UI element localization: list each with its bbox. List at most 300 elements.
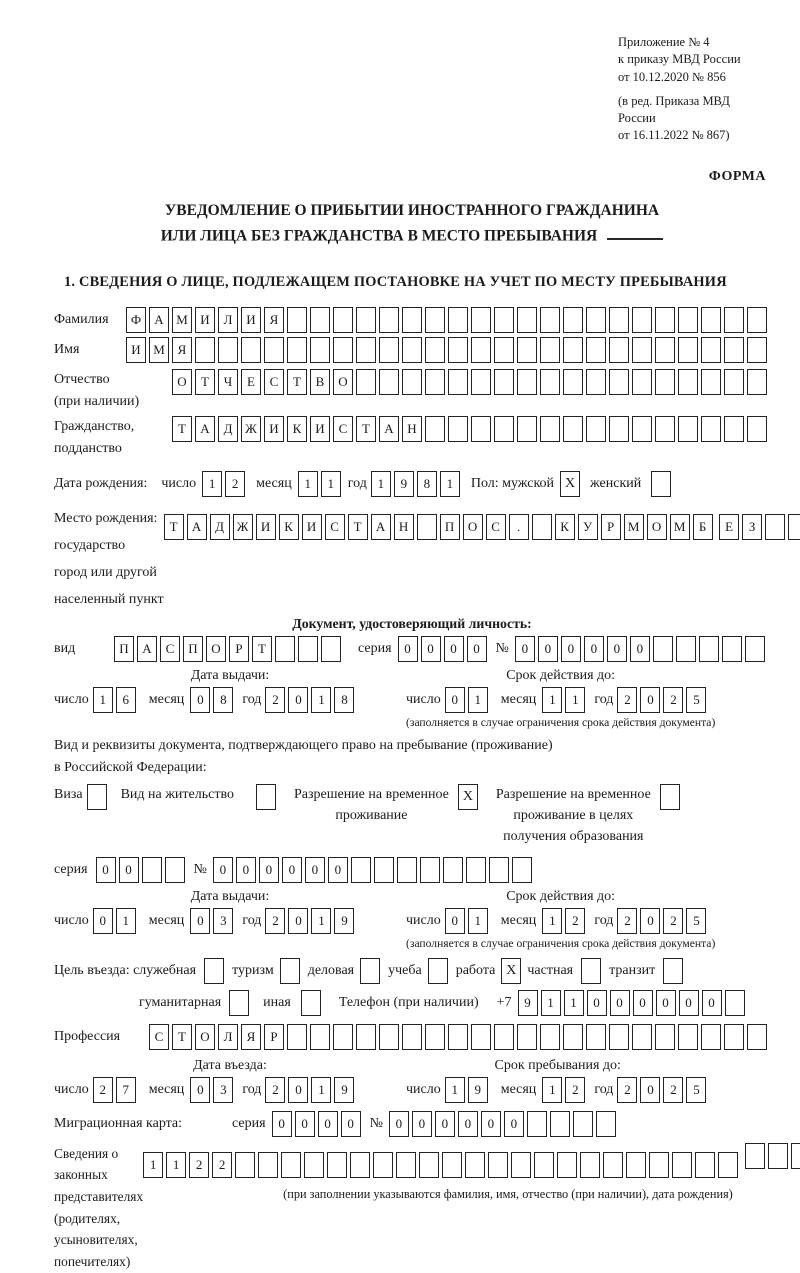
form-cell	[586, 369, 606, 395]
doc-number-cells	[515, 636, 768, 662]
form-cell: 0	[341, 1111, 361, 1137]
form-cell	[747, 369, 767, 395]
form-cell: У	[578, 514, 598, 540]
form-cell	[678, 337, 698, 363]
form-cell: М	[670, 514, 690, 540]
doc-issue-year-cells	[265, 687, 357, 713]
form-cell	[471, 369, 491, 395]
section1-heading: 1. СВЕДЕНИЯ О ЛИЦЕ, ПОДЛЕЖАЩЕМ ПОСТАНОВКЕ НА УЧЕТ ПО МЕСТУ ПРЕБЫВАНИЯ	[64, 274, 727, 291]
form-cell	[534, 1152, 554, 1178]
visa-label: Виза	[54, 786, 83, 802]
form-label: ФОРМА	[708, 168, 766, 184]
form-cell	[724, 1024, 744, 1050]
form-cell	[701, 369, 721, 395]
form-cell	[724, 416, 744, 442]
identity-doc-row	[54, 636, 770, 662]
form-cell: Т	[172, 416, 192, 442]
form-cell: И	[310, 416, 330, 442]
form-cell: Т	[356, 416, 376, 442]
form-cell: Т	[252, 636, 272, 662]
form-cell	[609, 1024, 629, 1050]
amendment-line: от 16.11.2022 № 867)	[618, 128, 730, 143]
form-cell: О	[463, 514, 483, 540]
form-cell	[448, 337, 468, 363]
form-cell	[655, 1024, 675, 1050]
valid-until-label: Срок действия до:	[506, 667, 616, 683]
appendix-line: Приложение № 4	[618, 35, 710, 49]
form-cell: 9	[394, 471, 414, 497]
form-cell	[402, 307, 422, 333]
purpose-business-checkbox	[360, 958, 380, 984]
representatives-grid	[143, 1143, 800, 1202]
form-cell	[471, 416, 491, 442]
form-cell: 0	[504, 1111, 524, 1137]
form-cell	[448, 1024, 468, 1050]
sex-male-label: Пол: мужской	[470, 475, 555, 491]
form-cell: 0	[259, 857, 279, 883]
form-cell	[333, 1024, 353, 1050]
form-cell	[557, 1152, 577, 1178]
form-cell	[540, 1024, 560, 1050]
form-cell	[442, 1152, 462, 1178]
form-cell: 2	[617, 1077, 637, 1103]
form-cell: М	[624, 514, 644, 540]
doc-dates-block	[54, 668, 770, 729]
form-cell: 2	[565, 908, 585, 934]
form-cell: 0	[640, 687, 660, 713]
form-cell: 1	[298, 471, 318, 497]
form-cell	[655, 369, 675, 395]
form-cell	[586, 416, 606, 442]
rvp-edu-check-group	[496, 784, 680, 847]
doc-valid-col: Срок действия до: число 0 1 месяц 1 1 год 2 0 2 5 (заполняется в случае ограничения срока действия документа)	[406, 667, 716, 729]
form-cell: 9	[518, 990, 538, 1016]
form-cell	[655, 307, 675, 333]
form-cell: 2	[265, 687, 285, 713]
form-title-line2: ИЛИ ЛИЦА БЕЗ ГРАЖДАНСТВА В МЕСТО ПРЕБЫВАНИЯ	[54, 223, 770, 249]
form-cell	[573, 1111, 593, 1137]
form-cell	[695, 1152, 715, 1178]
form-cell	[609, 337, 629, 363]
year-label: год	[347, 475, 367, 491]
form-cell: 0	[305, 857, 325, 883]
form-cell: Е	[241, 369, 261, 395]
rvp-checkbox: X	[458, 784, 478, 810]
form-cell: 0	[288, 1077, 308, 1103]
form-cell: С	[160, 636, 180, 662]
entry-date-label: Дата въезда:	[193, 1057, 267, 1073]
form-cell	[747, 416, 767, 442]
form-cell	[586, 337, 606, 363]
form-cell: 1	[440, 471, 460, 497]
form-cell	[701, 416, 721, 442]
appendix-line: от 10.12.2020 № 856	[618, 69, 726, 84]
form-cell: 1	[321, 471, 341, 497]
doc-series-label: серия	[358, 640, 392, 656]
form-cell: 0	[398, 636, 418, 662]
form-cell	[649, 1152, 669, 1178]
form-cell: Т	[287, 369, 307, 395]
form-cell	[563, 1024, 583, 1050]
form-cell: 1	[542, 1077, 562, 1103]
form-cell: 0	[119, 857, 139, 883]
form-cell	[241, 337, 261, 363]
form-title-line1: УВЕДОМЛЕНИЕ О ПРИБЫТИИ ИНОСТРАННОГО ГРАЖДАНИНА	[164, 201, 660, 219]
birth-month-cells	[298, 471, 344, 497]
purpose-other-checkbox	[301, 990, 321, 1016]
form-cell: 0	[584, 636, 604, 662]
form-cell	[494, 307, 514, 333]
form-cell: 2	[617, 687, 637, 713]
res-valid-col: Срок действия до: число 0 1 месяц 1 2 год 2 0 2 5 (заполняется в случае ограничения срока действия документа)	[406, 888, 716, 950]
form-cell	[356, 369, 376, 395]
form-cell: Д	[210, 514, 230, 540]
form-cell	[632, 307, 652, 333]
form-cell	[632, 416, 652, 442]
form-cell: Н	[402, 416, 422, 442]
form-cell	[724, 369, 744, 395]
res-series-cells	[96, 857, 188, 883]
purpose-humanitarian-checkbox	[229, 990, 249, 1016]
issue-date-label: Дата выдачи:	[190, 667, 270, 683]
doc-valid-month-cells	[542, 687, 588, 713]
sex-female-checkbox	[651, 471, 671, 497]
form-cell: А	[195, 416, 215, 442]
form-cell: Т	[172, 1024, 192, 1050]
stay-until-col: Срок пребывания до: число 1 9 месяц 1 2 год 2 0 2 5	[406, 1058, 709, 1103]
form-cell	[517, 307, 537, 333]
form-cell	[235, 1152, 255, 1178]
form-cell: М	[149, 337, 169, 363]
form-cell	[632, 337, 652, 363]
form-cell: 5	[686, 1077, 706, 1103]
given-name-cells	[126, 337, 770, 363]
form-cell: 0	[236, 857, 256, 883]
form-cell: А	[187, 514, 207, 540]
form-cell: 9	[334, 1077, 354, 1103]
res-number-sign: №	[193, 861, 207, 877]
form-cell	[511, 1152, 531, 1178]
mig-number-cells	[389, 1111, 619, 1137]
form-cell	[603, 1152, 623, 1178]
res-number-cells	[213, 857, 535, 883]
form-cell: Ч	[218, 369, 238, 395]
form-cell	[745, 636, 765, 662]
form-cell: С	[486, 514, 506, 540]
day-label: число	[161, 475, 197, 491]
form-cell: 3	[213, 1077, 233, 1103]
form-cell: 8	[334, 687, 354, 713]
entry-month-cells	[190, 1077, 236, 1103]
patronymic-label: Отчество (при наличии)	[54, 369, 172, 414]
rvp-edu-checkbox	[660, 784, 680, 810]
form-cell	[425, 416, 445, 442]
form-cell: Р	[601, 514, 621, 540]
surname-cells	[126, 307, 770, 333]
form-cell	[425, 369, 445, 395]
form-cell: Ж	[241, 416, 261, 442]
form-cell: 1	[371, 471, 391, 497]
profession-label: Профессия	[54, 1028, 121, 1044]
surname-row	[54, 307, 770, 333]
form-cell	[425, 307, 445, 333]
form-cell: 1	[116, 908, 136, 934]
form-cell	[275, 636, 295, 662]
form-cell: П	[440, 514, 460, 540]
form-cell: 0	[93, 908, 113, 934]
form-cell: О	[206, 636, 226, 662]
form-cell	[626, 1152, 646, 1178]
form-cell: Р	[264, 1024, 284, 1050]
doc-kind-cells	[114, 636, 344, 662]
sex-female-label: женский	[590, 475, 642, 491]
form-cell: А	[379, 416, 399, 442]
representatives-label: Сведения о законных представителях (родителях, усыновителях, попечителях)	[54, 1145, 144, 1270]
form-cell: 2	[565, 1077, 585, 1103]
res-valid-year-cells	[617, 908, 709, 934]
form-cell: Я	[264, 307, 284, 333]
entry-purpose-row2: гуманитарная иная Телефон (при наличии) +7 9 1 1 0 0 0 0 0 0	[54, 990, 770, 1016]
form-cell	[527, 1111, 547, 1137]
form-cell: 0	[467, 636, 487, 662]
form-cell	[699, 636, 719, 662]
form-cell	[379, 369, 399, 395]
visa-check-group	[54, 784, 107, 810]
profession-cells	[149, 1024, 770, 1050]
form-cell	[142, 857, 162, 883]
form-cell: 0	[458, 1111, 478, 1137]
form-cell	[471, 337, 491, 363]
mig-series-cells	[272, 1111, 364, 1137]
form-cell	[586, 1024, 606, 1050]
form-cell: О	[172, 369, 192, 395]
purpose-work-checkbox: X	[501, 958, 521, 984]
form-cell	[791, 1143, 800, 1169]
form-cell: С	[264, 369, 284, 395]
form-cell	[356, 307, 376, 333]
form-cell	[287, 1024, 307, 1050]
form-cell	[379, 307, 399, 333]
form-cell: 0	[328, 857, 348, 883]
identity-doc-heading: Документ, удостоверяющий личность:	[292, 615, 532, 631]
form-cell	[420, 857, 440, 883]
form-cell	[655, 416, 675, 442]
form-cell: Б	[693, 514, 713, 540]
form-cell: 1	[311, 1077, 331, 1103]
profession-row	[54, 1024, 770, 1050]
form-cell: А	[137, 636, 157, 662]
form-cell	[419, 1152, 439, 1178]
form-cell	[678, 369, 698, 395]
purpose-transit-checkbox	[663, 958, 683, 984]
form-cell: Д	[218, 416, 238, 442]
form-cell: 1	[541, 990, 561, 1016]
form-cell	[287, 307, 307, 333]
form-cell	[747, 307, 767, 333]
form-cell: 2	[663, 908, 683, 934]
entry-purpose-row: Цель въезда: служебная туризм деловая учеба работа X частная транзит	[54, 958, 770, 984]
form-cell	[397, 857, 417, 883]
form-cell: 2	[617, 908, 637, 934]
form-cell: Л	[218, 1024, 238, 1050]
form-cell: 0	[640, 908, 660, 934]
form-cell	[425, 1024, 445, 1050]
form-cell	[765, 514, 785, 540]
form-cell: С	[325, 514, 345, 540]
form-cell	[333, 337, 353, 363]
purpose-label: Цель въезда: служебная	[54, 962, 197, 978]
form-cell: 2	[663, 687, 683, 713]
form-cell	[540, 337, 560, 363]
form-cell: 2	[212, 1152, 232, 1178]
form-cell	[788, 514, 800, 540]
form-cell: 5	[686, 908, 706, 934]
res-valid-day-cells	[445, 908, 491, 934]
form-cell	[494, 369, 514, 395]
form-cell: 0	[96, 857, 116, 883]
doc-valid-year-cells	[617, 687, 709, 713]
form-cell: 0	[445, 908, 465, 934]
form-cell	[396, 1152, 416, 1178]
form-cell	[402, 1024, 422, 1050]
form-cell	[304, 1152, 324, 1178]
form-cell: 0	[445, 687, 465, 713]
form-cell	[586, 307, 606, 333]
form-cell	[724, 307, 744, 333]
form-cell: 1	[93, 687, 113, 713]
form-cell	[563, 337, 583, 363]
form-cell	[195, 337, 215, 363]
form-cell	[718, 1152, 738, 1178]
birth-date-label: Дата рождения:	[54, 475, 148, 491]
form-cell: 0	[295, 1111, 315, 1137]
form-cell	[402, 337, 422, 363]
form-cell: Я	[241, 1024, 261, 1050]
form-cell: 0	[630, 636, 650, 662]
given-name-row	[54, 337, 770, 363]
form-cell: И	[241, 307, 261, 333]
form-cell: К	[555, 514, 575, 540]
form-cell	[448, 307, 468, 333]
birth-place-cells-row1	[164, 514, 716, 540]
form-cell	[725, 990, 745, 1016]
form-cell: 0	[421, 636, 441, 662]
form-cell: 2	[93, 1077, 113, 1103]
form-cell	[747, 1024, 767, 1050]
residence-doc-paragraph: Вид и реквизиты документа, подтверждающего право на пребывание (проживание) в Российской Федерации:	[54, 737, 553, 776]
form-cell: 0	[190, 908, 210, 934]
birth-place-row	[54, 505, 770, 614]
form-cell	[356, 1024, 376, 1050]
surname-label: Фамилия	[54, 312, 109, 328]
res-valid-month-cells	[542, 908, 588, 934]
form-cell: П	[183, 636, 203, 662]
form-cell: 1	[311, 908, 331, 934]
form-cell: 0	[633, 990, 653, 1016]
form-cell	[351, 857, 371, 883]
form-cell	[563, 416, 583, 442]
form-cell: 1	[202, 471, 222, 497]
form-title	[54, 199, 770, 249]
form-cell	[165, 857, 185, 883]
form-cell	[632, 369, 652, 395]
form-cell	[402, 369, 422, 395]
form-cell: 0	[318, 1111, 338, 1137]
form-cell: 0	[679, 990, 699, 1016]
stay-until-label: Срок пребывания до:	[494, 1057, 621, 1073]
form-cell	[512, 857, 532, 883]
residence-permit-checkbox	[256, 784, 276, 810]
form-cell: 0	[288, 908, 308, 934]
form-cell: Р	[229, 636, 249, 662]
form-cell: 2	[225, 471, 245, 497]
amendment-line: (в ред. Приказа МВД России	[618, 93, 730, 125]
form-cell	[678, 1024, 698, 1050]
form-cell: 1	[311, 687, 331, 713]
form-cell: З	[742, 514, 762, 540]
form-cell	[494, 1024, 514, 1050]
form-cell: 9	[468, 1077, 488, 1103]
form-cell	[417, 514, 437, 540]
title-underline	[607, 223, 663, 241]
form-cell: 2	[265, 1077, 285, 1103]
form-cell: Я	[172, 337, 192, 363]
form-cell: К	[279, 514, 299, 540]
appendix-reference	[618, 34, 770, 145]
purpose-study-checkbox	[428, 958, 448, 984]
form-cell: 1	[445, 1077, 465, 1103]
form-cell	[517, 1024, 537, 1050]
form-cell	[550, 1111, 570, 1137]
purpose-tourism-checkbox	[280, 958, 300, 984]
form-cell	[321, 636, 341, 662]
form-cell	[373, 1152, 393, 1178]
residence-permit-label: Вид на жительство	[120, 786, 234, 802]
form-cell: 3	[213, 908, 233, 934]
form-cell: О	[647, 514, 667, 540]
phone-cells	[518, 990, 748, 1016]
form-cell	[379, 1024, 399, 1050]
form-cell: Л	[218, 307, 238, 333]
form-cell: И	[302, 514, 322, 540]
form-cell: 0	[587, 990, 607, 1016]
form-cell: 8	[417, 471, 437, 497]
form-cell	[609, 416, 629, 442]
doc-issue-month-cells	[190, 687, 236, 713]
form-cell	[425, 337, 445, 363]
form-cell	[281, 1152, 301, 1178]
entry-date-col: Дата въезда: число 2 7 месяц 0 3 год 2 0 1 9	[54, 1058, 406, 1103]
form-cell	[488, 1152, 508, 1178]
form-cell	[540, 369, 560, 395]
form-cell	[701, 337, 721, 363]
form-cell: 2	[663, 1077, 683, 1103]
doc-number-sign: №	[495, 640, 509, 656]
form-cell	[448, 369, 468, 395]
form-cell: Т	[348, 514, 368, 540]
form-cell: 1	[143, 1152, 163, 1178]
form-cell	[632, 1024, 652, 1050]
birth-year-cells	[371, 471, 463, 497]
form-cell	[609, 369, 629, 395]
form-cell	[701, 1024, 721, 1050]
form-cell	[471, 307, 491, 333]
entry-dates-block	[54, 1058, 770, 1103]
form-cell	[379, 337, 399, 363]
doc-issue-col: Дата выдачи: число 1 6 месяц 0 8 год 2 0 1 8	[54, 668, 406, 729]
res-series-label: серия	[54, 861, 88, 877]
form-cell: 0	[213, 857, 233, 883]
